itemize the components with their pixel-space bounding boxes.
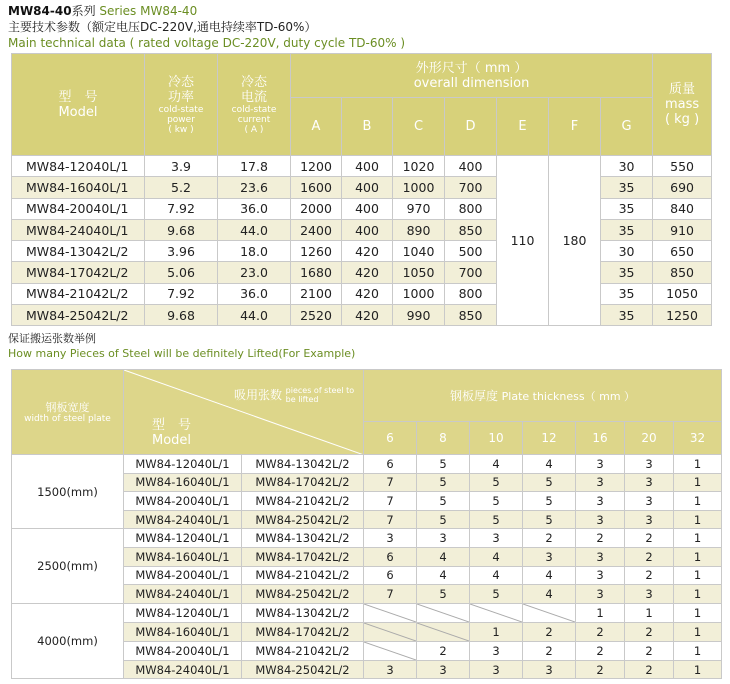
params-cn: 主要技术参数（额定电压DC-220V,通电持续率TD-60%）: [8, 20, 317, 34]
cell-mass: 1050: [653, 283, 712, 304]
cell-pieces: 2: [625, 641, 674, 660]
cell-model: MW84-25042L/2: [242, 585, 364, 604]
cell-pieces: 1: [674, 473, 722, 492]
cell-pieces: 1: [674, 547, 722, 566]
cell-pieces: 7: [364, 473, 417, 492]
cell-model: MW84-24040L/1: [124, 660, 242, 679]
cell-e: 110: [497, 156, 549, 326]
header-dim-e: E: [497, 98, 549, 156]
cell-pieces: 1: [576, 603, 625, 622]
cell-pieces: 3: [364, 529, 417, 548]
header-thickness-12: 12: [523, 422, 576, 455]
header-dim-b: B: [342, 98, 393, 156]
cell-pieces: 3: [470, 660, 523, 679]
cell-pieces: 4: [470, 566, 523, 585]
cell-c: 970: [393, 198, 445, 219]
cell-b: 420: [342, 262, 393, 283]
cell-pieces: 2: [576, 622, 625, 641]
cell-power: 3.9: [145, 156, 218, 177]
cell-model: MW84-20040L/1: [124, 566, 242, 585]
header-power: 冷态 功率 cold-state power ( kw ): [145, 54, 218, 156]
cell-c: 990: [393, 305, 445, 326]
header-plate-width: 钢板宽度 width of steel plate: [12, 370, 124, 455]
example-title-cn: 保证搬运张数举例: [8, 332, 96, 345]
cell-model: MW84-17042L/2: [12, 262, 145, 283]
cell-model: MW84-20040L/1: [12, 198, 145, 219]
cell-pieces: 4: [470, 455, 523, 474]
cell-empty-diagonal: [523, 603, 576, 622]
cell-a: 2000: [291, 198, 342, 219]
cell-model: MW84-24040L/1: [12, 219, 145, 240]
cell-pieces: 1: [674, 510, 722, 529]
header-thickness-6: 6: [364, 422, 417, 455]
cell-pieces: 3: [523, 547, 576, 566]
cell-a: 1600: [291, 177, 342, 198]
header-dim-g: G: [601, 98, 653, 156]
table-row: [12, 305, 712, 326]
cell-d: 400: [445, 156, 497, 177]
cell-g: 35: [601, 219, 653, 240]
cell-pieces: 3: [625, 585, 674, 604]
table-row: [12, 262, 712, 283]
cell-current: 44.0: [218, 305, 291, 326]
cell-empty-diagonal: [417, 603, 470, 622]
cell-pieces: 3: [576, 585, 625, 604]
table-row: [12, 241, 712, 262]
header-mass: 质量 mass ( kg ): [653, 54, 712, 156]
technical-data-table: [11, 53, 712, 326]
cell-model: MW84-13042L/2: [242, 455, 364, 474]
header-thickness-20: 20: [625, 422, 674, 455]
table-row: [12, 177, 712, 198]
cell-pieces: 3: [625, 473, 674, 492]
cell-empty-diagonal: [364, 641, 417, 660]
cell-pieces: 7: [364, 585, 417, 604]
cell-pieces: 3: [470, 529, 523, 548]
cell-c: 1040: [393, 241, 445, 262]
cell-power: 3.96: [145, 241, 218, 262]
cell-current: 36.0: [218, 198, 291, 219]
cell-pieces: 4: [417, 547, 470, 566]
series-cn: 系列: [71, 4, 96, 18]
cell-pieces: 5: [523, 473, 576, 492]
cell-power: 7.92: [145, 198, 218, 219]
cell-a: 1680: [291, 262, 342, 283]
cell-model: MW84-16040L/1: [12, 177, 145, 198]
cell-pieces: 3: [576, 547, 625, 566]
table-row: [12, 283, 712, 304]
cell-pieces: 3: [625, 510, 674, 529]
cell-pieces: 2: [625, 622, 674, 641]
cell-g: 30: [601, 156, 653, 177]
cell-g: 35: [601, 305, 653, 326]
cell-pieces: 1: [674, 566, 722, 585]
cell-model: MW84-21042L/2: [242, 492, 364, 511]
table-row: [12, 198, 712, 219]
cell-pieces: 4: [523, 455, 576, 474]
cell-plate-width: 4000(mm): [12, 603, 124, 679]
cell-pieces: 2: [625, 529, 674, 548]
cell-mass: 910: [653, 219, 712, 240]
cell-pieces: 6: [364, 566, 417, 585]
cell-model: MW84-17042L/2: [242, 473, 364, 492]
header-thickness-10: 10: [470, 422, 523, 455]
cell-pieces: 4: [470, 547, 523, 566]
cell-c: 1000: [393, 177, 445, 198]
cell-g: 35: [601, 283, 653, 304]
cell-pieces: 1: [674, 641, 722, 660]
cell-model: MW84-16040L/1: [124, 473, 242, 492]
cell-pieces: 1: [470, 622, 523, 641]
cell-current: 44.0: [218, 219, 291, 240]
cell-model: MW84-13042L/2: [242, 603, 364, 622]
cell-pieces: 5: [417, 585, 470, 604]
header-dim-f: F: [549, 98, 601, 156]
cell-d: 800: [445, 198, 497, 219]
header-plate-thickness: 钢板厚度 Plate thickness（ mm ）: [364, 370, 722, 422]
example-title-en: How many Pieces of Steel will be definitely Lifted(For Example): [8, 347, 356, 360]
cell-pieces: 4: [523, 585, 576, 604]
cell-g: 35: [601, 198, 653, 219]
cell-current: 23.6: [218, 177, 291, 198]
cell-mass: 550: [653, 156, 712, 177]
cell-power: 7.92: [145, 283, 218, 304]
cell-pieces: 5: [470, 473, 523, 492]
cell-model: MW84-24040L/1: [124, 510, 242, 529]
cell-pieces: 2: [417, 641, 470, 660]
cell-pieces: 3: [625, 455, 674, 474]
cell-pieces: 6: [364, 455, 417, 474]
cell-pieces: 4: [417, 566, 470, 585]
cell-pieces: 7: [364, 510, 417, 529]
cell-pieces: 5: [523, 492, 576, 511]
cell-model: MW84-17042L/2: [242, 547, 364, 566]
cell-c: 890: [393, 219, 445, 240]
cell-pieces: 3: [576, 473, 625, 492]
cell-mass: 1250: [653, 305, 712, 326]
cell-power: 5.2: [145, 177, 218, 198]
cell-b: 400: [342, 177, 393, 198]
cell-pieces: 5: [523, 510, 576, 529]
cell-pieces: 5: [470, 585, 523, 604]
cell-b: 400: [342, 198, 393, 219]
table-row: [12, 219, 712, 240]
cell-model: MW84-25042L/2: [242, 660, 364, 679]
cell-g: 35: [601, 262, 653, 283]
cell-empty-diagonal: [470, 603, 523, 622]
series-title: [8, 4, 197, 18]
cell-g: 35: [601, 177, 653, 198]
cell-pieces: 2: [625, 566, 674, 585]
cell-pieces: 3: [625, 492, 674, 511]
cell-mass: 650: [653, 241, 712, 262]
header-dim-d: D: [445, 98, 497, 156]
cell-pieces: 3: [364, 660, 417, 679]
cell-g: 30: [601, 241, 653, 262]
cell-pieces: 1: [674, 529, 722, 548]
cell-pieces: 2: [576, 641, 625, 660]
cell-model: MW84-21042L/2: [12, 283, 145, 304]
cell-pieces: 5: [417, 473, 470, 492]
cell-model: MW84-20040L/1: [124, 492, 242, 511]
cell-pieces: 3: [576, 492, 625, 511]
series-en: Series MW84-40: [95, 4, 198, 18]
cell-pieces: 2: [523, 529, 576, 548]
cell-a: 1260: [291, 241, 342, 262]
cell-pieces: 5: [470, 510, 523, 529]
cell-a: 2520: [291, 305, 342, 326]
cell-model: MW84-13042L/2: [242, 529, 364, 548]
cell-d: 850: [445, 305, 497, 326]
cell-c: 1020: [393, 156, 445, 177]
cell-empty-diagonal: [364, 622, 417, 641]
cell-mass: 850: [653, 262, 712, 283]
cell-current: 23.0: [218, 262, 291, 283]
cell-pieces: 2: [625, 660, 674, 679]
lifting-example-table: [11, 369, 722, 679]
header-thickness-8: 8: [417, 422, 470, 455]
cell-pieces: 4: [523, 566, 576, 585]
cell-b: 400: [342, 219, 393, 240]
cell-model: MW84-12040L/1: [12, 156, 145, 177]
cell-pieces: 3: [470, 641, 523, 660]
cell-pieces: 5: [417, 455, 470, 474]
header-pieces-model: 吸用张数 pieces of steel to be lifted 型 号 Model: [124, 370, 364, 455]
cell-d: 700: [445, 262, 497, 283]
cell-pieces: 1: [674, 492, 722, 511]
cell-a: 2400: [291, 219, 342, 240]
cell-pieces: 1: [674, 660, 722, 679]
cell-pieces: 3: [576, 566, 625, 585]
cell-empty-diagonal: [364, 603, 417, 622]
cell-b: 420: [342, 305, 393, 326]
cell-pieces: 3: [576, 510, 625, 529]
cell-model: MW84-12040L/1: [124, 529, 242, 548]
cell-model: MW84-17042L/2: [242, 622, 364, 641]
cell-empty-diagonal: [417, 622, 470, 641]
cell-c: 1000: [393, 283, 445, 304]
cell-mass: 840: [653, 198, 712, 219]
header-thickness-16: 16: [576, 422, 625, 455]
table-row: [12, 156, 712, 177]
cell-pieces: 2: [576, 529, 625, 548]
cell-pieces: 5: [417, 510, 470, 529]
cell-mass: 690: [653, 177, 712, 198]
cell-power: 5.06: [145, 262, 218, 283]
cell-pieces: 6: [364, 547, 417, 566]
header-dimension: 外形尺寸（ mm ） overall dimension: [291, 54, 653, 98]
cell-pieces: 1: [674, 455, 722, 474]
cell-d: 500: [445, 241, 497, 262]
cell-d: 800: [445, 283, 497, 304]
cell-model: MW84-12040L/1: [124, 603, 242, 622]
cell-pieces: 1: [674, 622, 722, 641]
header-dim-c: C: [393, 98, 445, 156]
cell-f: 180: [549, 156, 601, 326]
table-row: [12, 455, 722, 474]
cell-a: 1200: [291, 156, 342, 177]
cell-pieces: 5: [417, 492, 470, 511]
cell-current: 18.0: [218, 241, 291, 262]
cell-plate-width: 2500(mm): [12, 529, 124, 603]
cell-c: 1050: [393, 262, 445, 283]
cell-pieces: 1: [625, 603, 674, 622]
cell-pieces: 3: [417, 660, 470, 679]
header-model: 型 号 Model: [12, 54, 145, 156]
cell-a: 2100: [291, 283, 342, 304]
cell-model: MW84-16040L/1: [124, 622, 242, 641]
params-en: Main technical data ( rated voltage DC-220V, duty cycle TD-60% ): [8, 36, 406, 50]
cell-pieces: 2: [576, 660, 625, 679]
cell-power: 9.68: [145, 305, 218, 326]
cell-pieces: 5: [470, 492, 523, 511]
cell-b: 400: [342, 156, 393, 177]
cell-pieces: 2: [523, 622, 576, 641]
cell-model: MW84-25042L/2: [12, 305, 145, 326]
series-code: MW84-40: [8, 4, 72, 18]
cell-model: MW84-20040L/1: [124, 641, 242, 660]
cell-pieces: 7: [364, 492, 417, 511]
cell-model: MW84-24040L/1: [124, 585, 242, 604]
table-row: [12, 529, 722, 548]
cell-pieces: 1: [674, 585, 722, 604]
cell-model: MW84-25042L/2: [242, 510, 364, 529]
cell-pieces: 2: [523, 641, 576, 660]
cell-pieces: 3: [523, 660, 576, 679]
cell-d: 850: [445, 219, 497, 240]
cell-pieces: 3: [417, 529, 470, 548]
cell-current: 36.0: [218, 283, 291, 304]
header-dim-a: A: [291, 98, 342, 156]
cell-model: MW84-21042L/2: [242, 641, 364, 660]
table-row: [12, 603, 722, 622]
cell-current: 17.8: [218, 156, 291, 177]
cell-model: MW84-12040L/1: [124, 455, 242, 474]
header-current: 冷态 电流 cold-state current ( A ): [218, 54, 291, 156]
cell-d: 700: [445, 177, 497, 198]
cell-plate-width: 1500(mm): [12, 455, 124, 529]
cell-model: MW84-13042L/2: [12, 241, 145, 262]
cell-b: 420: [342, 283, 393, 304]
cell-pieces: 1: [674, 603, 722, 622]
header-thickness-32: 32: [674, 422, 722, 455]
cell-model: MW84-21042L/2: [242, 566, 364, 585]
cell-b: 420: [342, 241, 393, 262]
cell-pieces: 2: [625, 547, 674, 566]
cell-model: MW84-16040L/1: [124, 547, 242, 566]
cell-pieces: 3: [576, 455, 625, 474]
cell-power: 9.68: [145, 219, 218, 240]
